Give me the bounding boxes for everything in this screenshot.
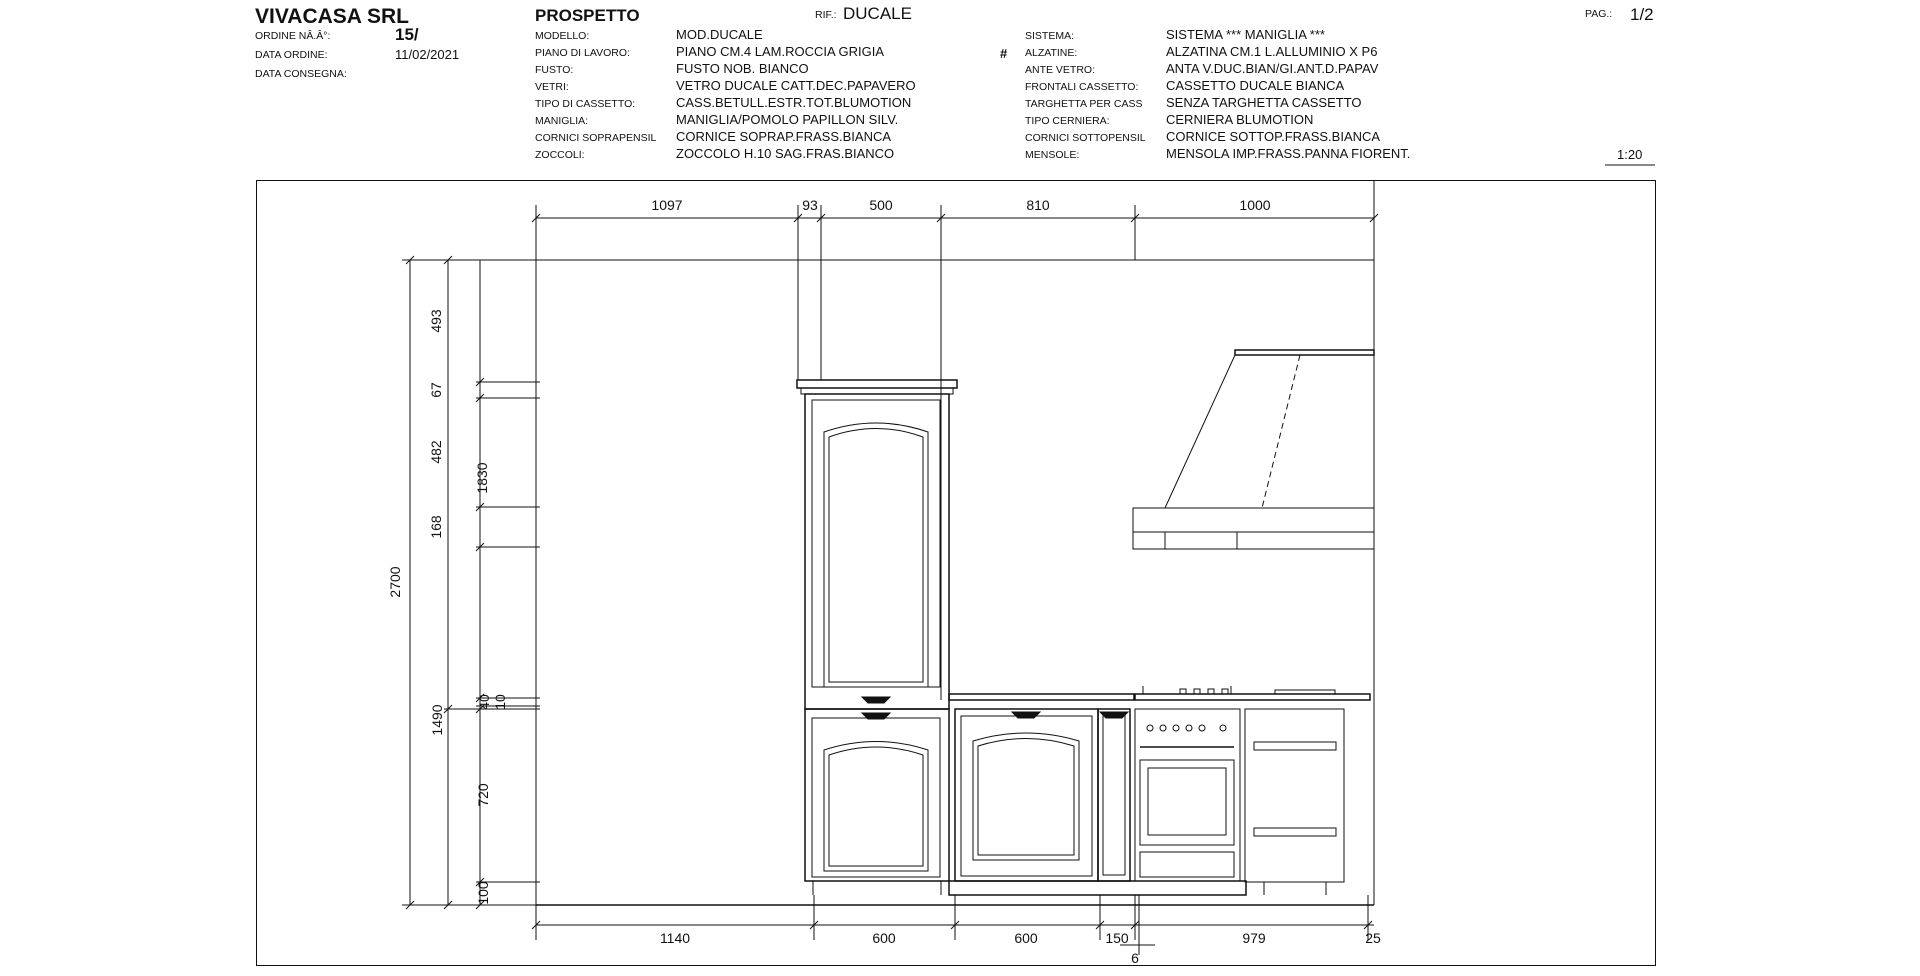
spec-label-handle: MANIGLIA:	[535, 115, 589, 127]
spec-label-drawer-front: FRONTALI CASSETTO:	[1025, 81, 1139, 93]
section-title: PROSPETTO	[535, 6, 640, 25]
spec-label-glass: VETRI:	[535, 81, 569, 93]
dim-left-100: 100	[475, 881, 491, 905]
spec-label-plinth: ZOCCOLI:	[535, 149, 585, 161]
spec-label-carcass: FUSTO:	[535, 64, 574, 76]
delivery-date-label: DATA CONSEGNA:	[255, 68, 347, 80]
spec-value-glass: VETRO DUCALE CATT.DEC.PAPAVERO	[676, 78, 916, 93]
tall-column-unit	[797, 380, 957, 895]
spec-label-upstand: ALZATINE:	[1025, 47, 1078, 59]
spec-label-drawer-plate: TARGHETTA PER CASS	[1025, 98, 1143, 110]
dim-bottom-1140: 1140	[659, 930, 691, 946]
top-dimension-chain	[532, 205, 1378, 700]
order-number-label: ORDINE NÂ.Â°:	[255, 30, 331, 42]
hash-mark: #	[1000, 46, 1008, 61]
dim-top-1097: 1097	[651, 197, 683, 213]
spec-value-model: MOD.DUCALE	[676, 27, 763, 42]
bottom-dimension-chain	[532, 895, 1374, 955]
dim-left-482: 482	[428, 440, 444, 464]
spec-label-worktop: PIANO DI LAVORO:	[535, 47, 630, 59]
spec-label-hinge: TIPO CERNIERA:	[1025, 115, 1110, 127]
dim-bottom-600a: 600	[872, 930, 896, 946]
dim-left-10: 10	[492, 694, 508, 710]
spec-value-upstand: ALZATINA CM.1 L.ALLUMINIO X P6	[1166, 44, 1378, 59]
column-handle	[862, 697, 890, 703]
spec-label-model: MODELLO:	[535, 30, 590, 42]
dim-bottom-979: 979	[1242, 930, 1266, 946]
spec-value-carcass: FUSTO NOB. BIANCO	[676, 61, 809, 76]
company-name: VIVACASA SRL	[255, 5, 410, 28]
oven	[1135, 709, 1240, 881]
spec-value-worktop: PIANO CM.4 LAM.ROCCIA GRIGIA	[676, 44, 885, 59]
spec-value-upper-cornice: CORNICE SOPRAP.FRASS.BIANCA	[676, 129, 892, 144]
side-cabinet	[1245, 709, 1344, 895]
dim-top-500: 500	[869, 197, 893, 213]
ref-value: DUCALE	[843, 4, 912, 23]
order-date: 11/02/2021	[395, 47, 460, 62]
left-dimension-chains	[402, 256, 540, 909]
page-label: PAG.:	[1585, 8, 1613, 20]
spec-label-drawer-type: TIPO DI CASSETTO:	[535, 98, 636, 110]
dim-bottom-25: 25	[1365, 930, 1381, 946]
page-value: 1/2	[1630, 5, 1654, 24]
order-date-label: DATA ORDINE:	[255, 49, 328, 61]
spec-value-shelves: MENSOLA IMP.FRASS.PANNA FIORENT.	[1166, 146, 1411, 161]
dim-left-40: 40	[476, 694, 492, 710]
dim-left-720: 720	[475, 783, 491, 807]
spec-label-system: SISTEMA:	[1025, 30, 1075, 42]
drawing-frame	[257, 181, 1656, 966]
dim-left-493: 493	[428, 309, 444, 333]
spec-label-glass-door: ANTE VETRO:	[1025, 64, 1096, 76]
chimney-hood	[1133, 350, 1374, 549]
dim-left-2700: 2700	[387, 566, 403, 598]
order-number: 15/	[395, 25, 419, 44]
spec-label-upper-cornice: CORNICI SOPRAPENSIL	[535, 132, 657, 144]
dim-top-93: 93	[802, 197, 818, 213]
spec-label-lower-cornice: CORNICI SOTTOPENSIL	[1025, 132, 1146, 144]
spec-value-glass-door: ANTA V.DUC.BIAN/GI.ANT.D.PAPAV	[1166, 61, 1379, 76]
spec-value-plinth: ZOCCOLO H.10 SAG.FRAS.BIANCO	[676, 146, 895, 161]
dim-bottom-600b: 600	[1014, 930, 1038, 946]
spec-value-lower-cornice: CORNICE SOTTOP.FRASS.BIANCA	[1166, 129, 1381, 144]
spec-label-shelves: MENSOLE:	[1025, 149, 1080, 161]
spec-value-drawer-type: CASS.BETULL.ESTR.TOT.BLUMOTION	[676, 95, 912, 110]
dim-bottom-6: 6	[1131, 950, 1139, 966]
gas-hob	[1135, 686, 1370, 700]
spec-value-drawer-front: CASSETTO DUCALE BIANCA	[1166, 78, 1345, 93]
dim-bottom-150: 150	[1105, 930, 1129, 946]
spec-value-drawer-plate: SENZA TARGHETTA CASSETTO	[1166, 95, 1362, 110]
spec-value-system: SISTEMA *** MANIGLIA ***	[1166, 27, 1325, 42]
dim-left-168: 168	[428, 515, 444, 539]
spec-value-hinge: CERNIERA BLUMOTION	[1166, 112, 1314, 127]
scale-label: 1:20	[1617, 147, 1643, 162]
base-cabinet	[949, 694, 1246, 895]
ref-label: RIF.:	[815, 9, 837, 21]
dim-left-1830: 1830	[474, 462, 490, 494]
spec-value-handle: MANIGLIA/POMOLO PAPILLON SILV.	[676, 112, 899, 127]
base-handle	[1012, 712, 1040, 718]
dim-left-67: 67	[428, 382, 444, 398]
dim-top-810: 810	[1026, 197, 1050, 213]
dim-top-1000: 1000	[1239, 197, 1271, 213]
narrow-handle	[1100, 712, 1128, 718]
dim-left-1490: 1490	[429, 704, 445, 736]
